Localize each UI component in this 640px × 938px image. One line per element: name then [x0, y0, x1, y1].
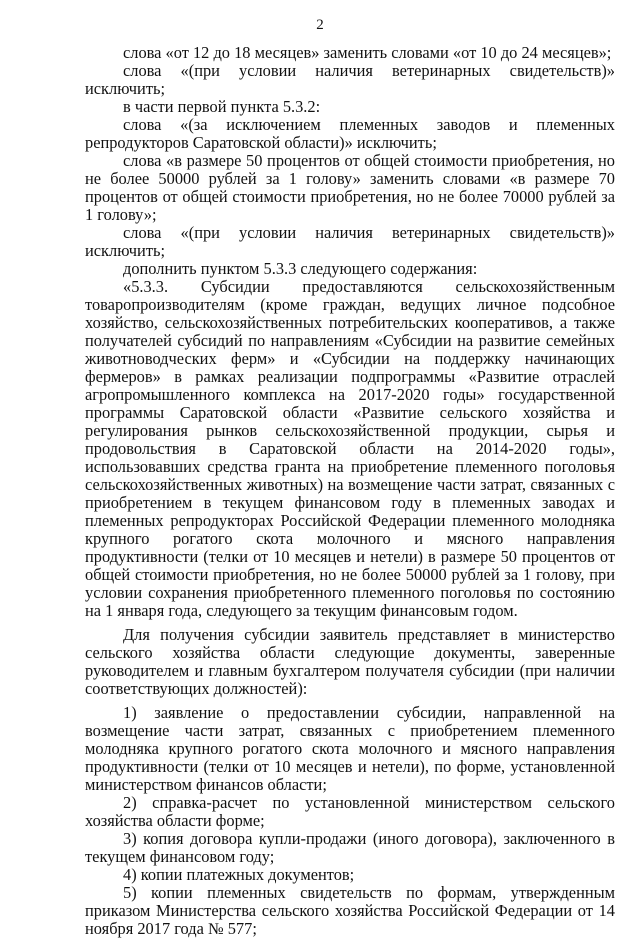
- paragraph: слова «(при условии наличия ветеринарных свидетельств)» исключить;: [85, 223, 615, 260]
- paragraph: «5.3.3. Субсидии предоставляются сельскохозяйственным товаропроизводителям (кроме граждан, ведущих личное подсобное хозяйство, сельскохозяйственных потребительских кооперативов, а также получателей субсидий по направлениям «Субсидии на развитие семейных животноводческих ферм» и «Субсидии на поддержку начинающих фермеров» в рамках реализации подпрограммы «Развитие отраслей агропромышленного комплекса на 2017-2020 годы» государственной программы Саратовской области «Развитие сельского хозяйства и регулирования рынков сельскохозяйственной продукции, сырья и продовольствия в Саратовской области на 2014-2020 годы», использовавших средства гранта на приобретение племенного поголовья сельскохозяйственных животных) на возмещение части затрат, связанных с приобретением в текущем финансовом году в племенных заводах и племенных репродукторах Российской Федерации племенного молодняка крупного рогатого скота молочного и мясного направления продуктивности (телки от 10 месяцев и нетели) в размере 50 процентов от общей стоимости приобретения, но не более 50000 рублей за 1 голову, при условии сохранения приобретенного племенного поголовья по состоянию на 1 января года, следующего за текущим финансовым годом.: [85, 277, 615, 620]
- page-number: 2: [316, 17, 324, 33]
- paragraph: слова «(при условии наличия ветеринарных свидетельств)» исключить;: [85, 61, 615, 98]
- paragraph: дополнить пунктом 5.3.3 следующего содержания:: [123, 259, 478, 278]
- list-item: 2) справка-расчет по установленной министерством сельского хозяйства области форме;: [85, 793, 615, 830]
- document-body: [85, 44, 615, 938]
- paragraph: слова «в размере 50 процентов от общей стоимости приобретения, но не более 50000 рублей за 1 голову» заменить словами «в размере 70 процентов от общей стоимости приобретения, но не более 70000 рублей за 1 голову»;: [85, 151, 615, 224]
- paragraph: слова «от 12 до 18 месяцев» заменить словами «от 10 до 24 месяцев»;: [123, 43, 612, 62]
- paragraph: Для получения субсидии заявитель представляет в министерство сельского хозяйства области следующие документы, заверенные руководителем и главным бухгалтером получателя субсидии (при наличии соответствующих должностей):: [85, 625, 615, 698]
- list-item: 4) копии платежных документов;: [123, 865, 355, 884]
- list-item: 5) копии племенных свидетельств по формам, утвержденным приказом Министерства сельского хозяйства Российской Федерации от 14 ноября 2017 года № 577;: [85, 883, 615, 938]
- list-item: 3) копия договора купли-продажи (иного договора), заключенного в текущем финансовом году;: [85, 829, 615, 866]
- list-item: 1) заявление о предоставлении субсидии, направленной на возмещение части затрат, связанных с приобретением племенного молодняка крупного рогатого скота молочного и мясного направления продуктивности (телки от 10 месяцев и нетели), по форме, установленной министерством финансов области;: [85, 703, 615, 794]
- paragraph: слова «(за исключением племенных заводов и племенных репродукторов Саратовской области)» исключить;: [85, 115, 615, 152]
- paragraph: в части первой пункта 5.3.2:: [123, 97, 321, 116]
